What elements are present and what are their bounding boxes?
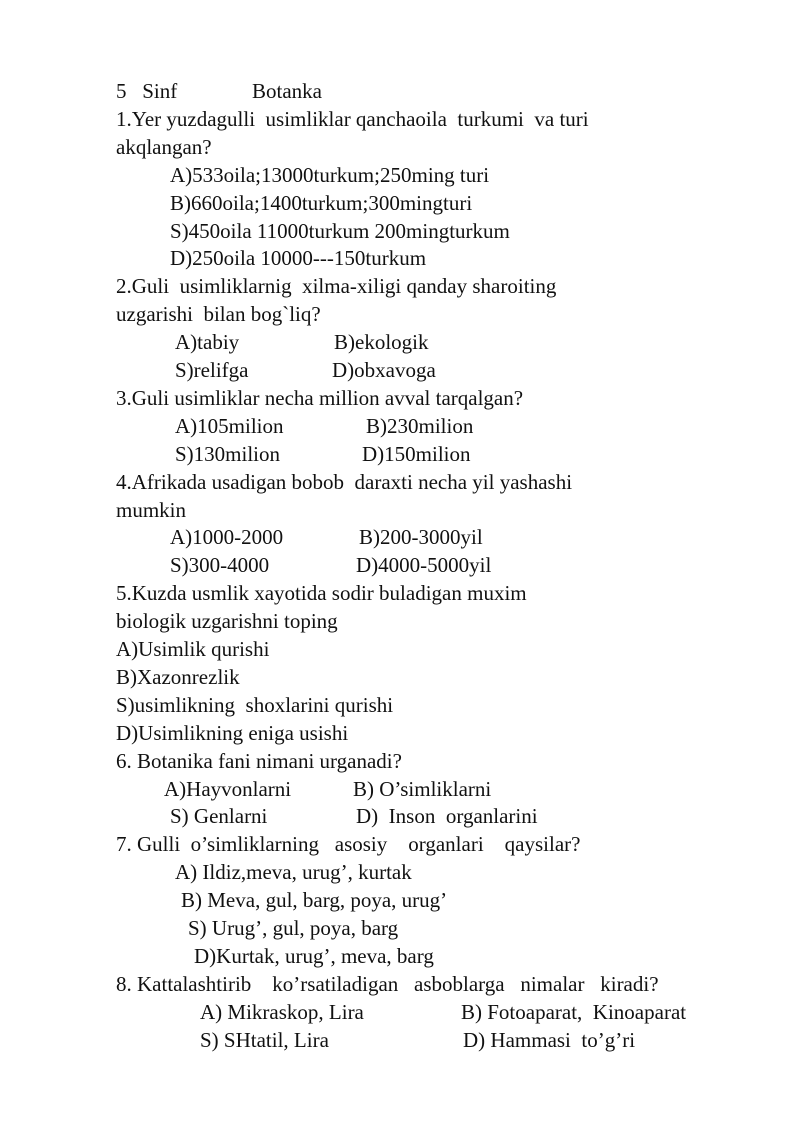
answer-option: A)Usimlik qurishi	[116, 637, 270, 661]
class-label: 5 Sinf	[116, 79, 178, 103]
question-text: 7. Gulli o’simliklarning asosiy organlari qaysilar?	[116, 832, 581, 857]
answer-option: A) Mikraskop, Lira	[200, 999, 364, 1024]
answer-option: S) SHtatil, Lira	[200, 1027, 329, 1052]
question-text: 8. Kattalashtirib ko’rsatiladigan asboblarga nimalar kiradi?	[116, 971, 659, 996]
answer-option: B)200-3000yil	[359, 525, 483, 550]
answer-option: D)250oila 10000---150turkum	[170, 246, 427, 271]
answer-option: S) Urug’, gul, poya, barg	[188, 916, 399, 940]
answer-option: B)230milion	[366, 413, 474, 438]
answer-option: A)533oila;13000turkum;250ming turi	[170, 162, 490, 187]
answer-option: S)130milion	[175, 441, 281, 466]
question-text: biologik uzgarishni toping	[116, 609, 338, 634]
answer-option: A)1000-2000	[170, 525, 284, 550]
question-text: 2.Guli usimliklarnig xilma-xiligi qanday sharoiting	[116, 274, 557, 299]
question-text: 1.Yer yuzdagulli usimliklar qanchaoila turkumi va turi	[116, 106, 589, 131]
answer-option: S)relifga	[175, 358, 249, 382]
question-text: akqlangan?	[116, 134, 212, 159]
answer-option: A)105milion	[175, 413, 284, 438]
question-text: 6. Botanika fani nimani urganadi?	[116, 748, 402, 773]
answer-option: A) Ildiz,meva, urug’, kurtak	[175, 860, 412, 885]
answer-option: S)450oila 11000turkum 200mingturkum	[170, 218, 510, 243]
question-text: uzgarishi bilan bog`liq?	[116, 302, 321, 327]
question-text: 4.Afrikada usadigan bobob daraxti necha yil yashashi	[116, 469, 573, 494]
answer-option: D) Inson organlarini	[356, 804, 538, 829]
answer-option: B)Xazonrezlik	[116, 664, 240, 689]
question-text: 5.Kuzda usmlik xayotida sodir buladigan muxim	[116, 581, 527, 606]
answer-option: B) Meva, gul, barg, poya, urug’	[181, 888, 448, 913]
answer-option: B)ekologik	[334, 330, 429, 355]
question-text: 3.Guli usimliklar necha million avval tarqalgan?	[116, 385, 524, 410]
answer-option: D)Kurtak, urug’, meva, barg	[194, 943, 434, 968]
answer-option: D)4000-5000yil	[356, 553, 492, 578]
answer-option: S)usimlikning shoxlarini qurishi	[116, 692, 394, 717]
answer-option: S)300-4000	[170, 553, 270, 578]
answer-option: D) Hammasi to’g’ri	[463, 1027, 636, 1052]
answer-option: B) Fotoaparat, Kinoaparat	[461, 999, 687, 1024]
answer-option: D)obxavoga	[332, 358, 436, 382]
question-text: mumkin	[116, 497, 187, 522]
answer-option: B) O’simliklarni	[353, 776, 492, 801]
answer-option: B)660oila;1400turkum;300mingturi	[170, 190, 473, 215]
answer-option: A)Hayvonlarni	[164, 776, 292, 801]
answer-option: D)150milion	[362, 441, 471, 466]
answer-option: A)tabiy	[175, 330, 240, 355]
answer-option: D)Usimlikning eniga usishi	[116, 720, 349, 745]
answer-option: S) Genlarni	[170, 804, 268, 829]
subject-title: Botanka	[252, 79, 322, 103]
